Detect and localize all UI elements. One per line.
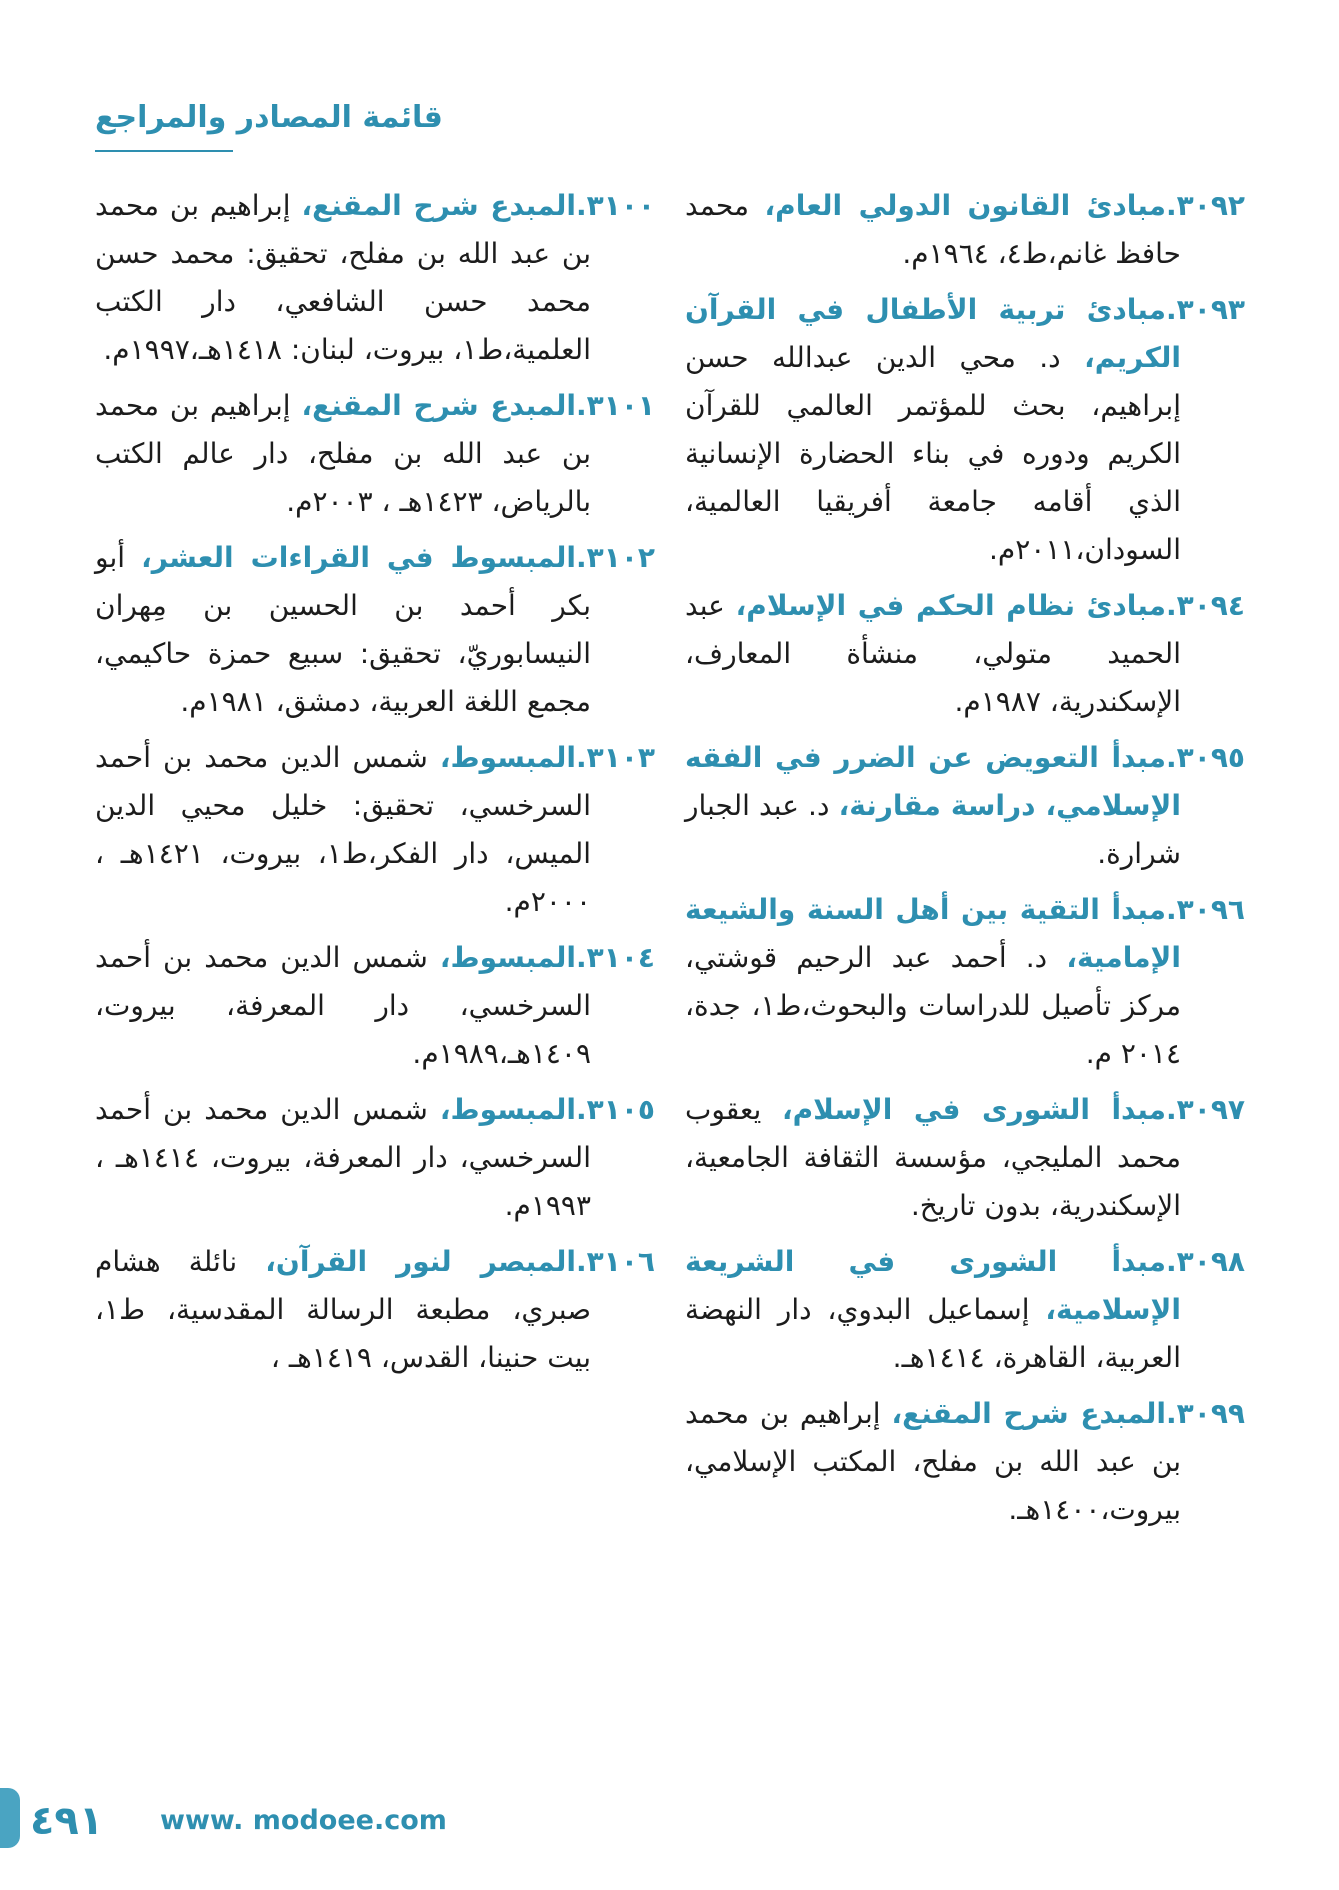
reference-entry xyxy=(685,886,1245,1078)
reference-entry xyxy=(685,734,1245,878)
page-edge-tab xyxy=(0,1788,20,1848)
entry-title: مبدأ التعويض عن الضرر في الفقه الإسلامي، دراسة مقارنة، xyxy=(685,741,1181,822)
entry-body: شمس الدين محمد بن أحمد السرخسي، دار المعرفة، بيروت، ١٤٠٩هـ،١٩٨٩م. xyxy=(95,941,591,1070)
entry-title: المبدع شرح المقنع، xyxy=(301,389,576,422)
reference-entry xyxy=(95,734,655,926)
column-right xyxy=(685,182,1245,1542)
reference-entry xyxy=(95,934,655,1078)
entry-body: شمس الدين محمد بن أحمد السرخسي، دار المعرفة، بيروت، ١٤١٤هـ ، ١٩٩٣م. xyxy=(95,1093,591,1222)
entry-number: ٣١٠٤. xyxy=(576,941,655,974)
running-header: قائمة المصادر والمراجع xyxy=(95,100,443,135)
entry-number: ٣٠٩٧. xyxy=(1166,1093,1245,1126)
entry-number: ٣١٠٢. xyxy=(576,541,655,574)
entry-title: مبادئ نظام الحكم في الإسلام، xyxy=(735,589,1166,622)
entry-body: شمس الدين محمد بن أحمد السرخسي، تحقيق: خليل محيي الدين الميس، دار الفكر،ط١، بيروت، ١٤٢١هـ ، ٢٠٠٠م. xyxy=(95,741,592,918)
entry-title: المبسوط، xyxy=(439,741,576,774)
reference-entry xyxy=(685,1238,1245,1382)
reference-entry xyxy=(685,1390,1245,1534)
entry-title: المبدع شرح المقنع، xyxy=(301,189,576,222)
entry-body: يعقوب محمد المليجي، مؤسسة الثقافة الجامعية، الإسكندرية، بدون تاريخ. xyxy=(685,1093,1181,1222)
reference-entry xyxy=(95,534,655,726)
entry-number: ٣٠٩٨. xyxy=(1166,1245,1245,1278)
reference-entry xyxy=(95,1086,655,1230)
entry-number: ٣١٠٦. xyxy=(576,1245,655,1278)
entry-title: المبصر لنور القرآن، xyxy=(265,1245,576,1278)
entry-body: د. أحمد عبد الرحيم قوشتي، مركز تأصيل للدراسات والبحوث،ط١، جدة، ٢٠١٤ م. xyxy=(685,941,1181,1070)
entry-number: ٣١٠٥. xyxy=(576,1093,655,1126)
entry-number: ٣٠٩٦. xyxy=(1166,893,1245,926)
entry-title: مبادئ القانون الدولي العام، xyxy=(764,189,1167,222)
entry-body: أبو بكر أحمد بن الحسين بن مِهران النيسابوريّ، تحقيق: سبيع حمزة حاكيمي، مجمع اللغة العربية، دمشق، ١٩٨١م. xyxy=(95,541,591,718)
entry-title: مبدأ الشورى في الإسلام، xyxy=(781,1093,1166,1126)
header-rule xyxy=(95,150,233,152)
entry-number: ٣٠٩٩. xyxy=(1166,1397,1245,1430)
entry-body: إبراهيم بن محمد بن عبد الله بن مفلح، دار عالم الكتب بالرياض، ١٤٢٣هـ ، ٢٠٠٣م. xyxy=(95,389,591,518)
entry-title: المبسوط، xyxy=(439,941,576,974)
entry-body: د. عبد الجبار شرارة. xyxy=(685,789,1181,870)
entry-number: ٣٠٩٣. xyxy=(1166,293,1245,326)
entry-title: مبدأ التقية بين أهل السنة والشيعة الإمامية، xyxy=(685,893,1181,974)
references-list xyxy=(95,182,1245,1542)
entry-title: المبسوط، xyxy=(439,1093,576,1126)
entry-number: ٣٠٩٥. xyxy=(1166,741,1245,774)
entry-number: ٣١٠١. xyxy=(576,389,655,422)
entry-body: إبراهيم بن محمد بن عبد الله بن مفلح، المكتب الإسلامي، بيروت،١٤٠٠هـ. xyxy=(685,1397,1181,1526)
entry-number: ٣٠٩٤. xyxy=(1165,589,1245,622)
entry-number: ٣٠٩٢. xyxy=(1166,189,1246,222)
entry-number: ٣١٠٠. xyxy=(576,189,655,222)
entry-title: مبدأ الشورى في الشريعة الإسلامية، xyxy=(685,1245,1181,1326)
reference-entry xyxy=(685,1086,1245,1230)
reference-entry xyxy=(95,382,655,526)
entry-body: نائلة هشام صبري، مطبعة الرسالة المقدسية، ط١، بيت حنينا، القدس، ١٤١٩هـ ، xyxy=(95,1245,591,1374)
page-number: ٤٩١ xyxy=(30,1798,104,1844)
entry-title: المبسوط في القراءات العشر، xyxy=(141,541,576,574)
entry-title: مبادئ تربية الأطفال في القرآن الكريم، xyxy=(685,293,1181,374)
entry-body: محمد حافظ غانم،ط٤، ١٩٦٤م. xyxy=(685,189,1181,270)
entry-body: د. محي الدين عبدالله حسن إبراهيم، بحث للمؤتمر العالمي للقرآن الكريم ودوره في بناء الحضارة الإنسانية الذي أقامه جامعة أفريقيا العالمية، السودان،٢٠١١م. xyxy=(685,341,1181,566)
reference-entry xyxy=(95,1238,655,1382)
footer-url[interactable]: www. modoee.com xyxy=(160,1805,447,1836)
entry-number: ٣١٠٣. xyxy=(576,741,655,774)
entry-title: المبدع شرح المقنع، xyxy=(891,1397,1166,1430)
reference-entry xyxy=(685,182,1245,278)
reference-entry xyxy=(685,286,1245,574)
entry-body: إسماعيل البدوي، دار النهضة العربية، القاهرة، ١٤١٤هـ. xyxy=(685,1293,1181,1374)
entry-body: عبد الحميد متولي، منشأة المعارف، الإسكندرية، ١٩٨٧م. xyxy=(685,589,1181,718)
reference-entry xyxy=(95,182,655,374)
reference-entry xyxy=(685,582,1245,726)
column-left xyxy=(95,182,655,1542)
entry-body: إبراهيم بن محمد بن عبد الله بن مفلح، تحقيق: محمد حسن محمد حسن الشافعي، دار الكتب العلمية،ط١، بيروت، لبنان: ١٤١٨هـ،١٩٩٧م. xyxy=(95,189,591,366)
